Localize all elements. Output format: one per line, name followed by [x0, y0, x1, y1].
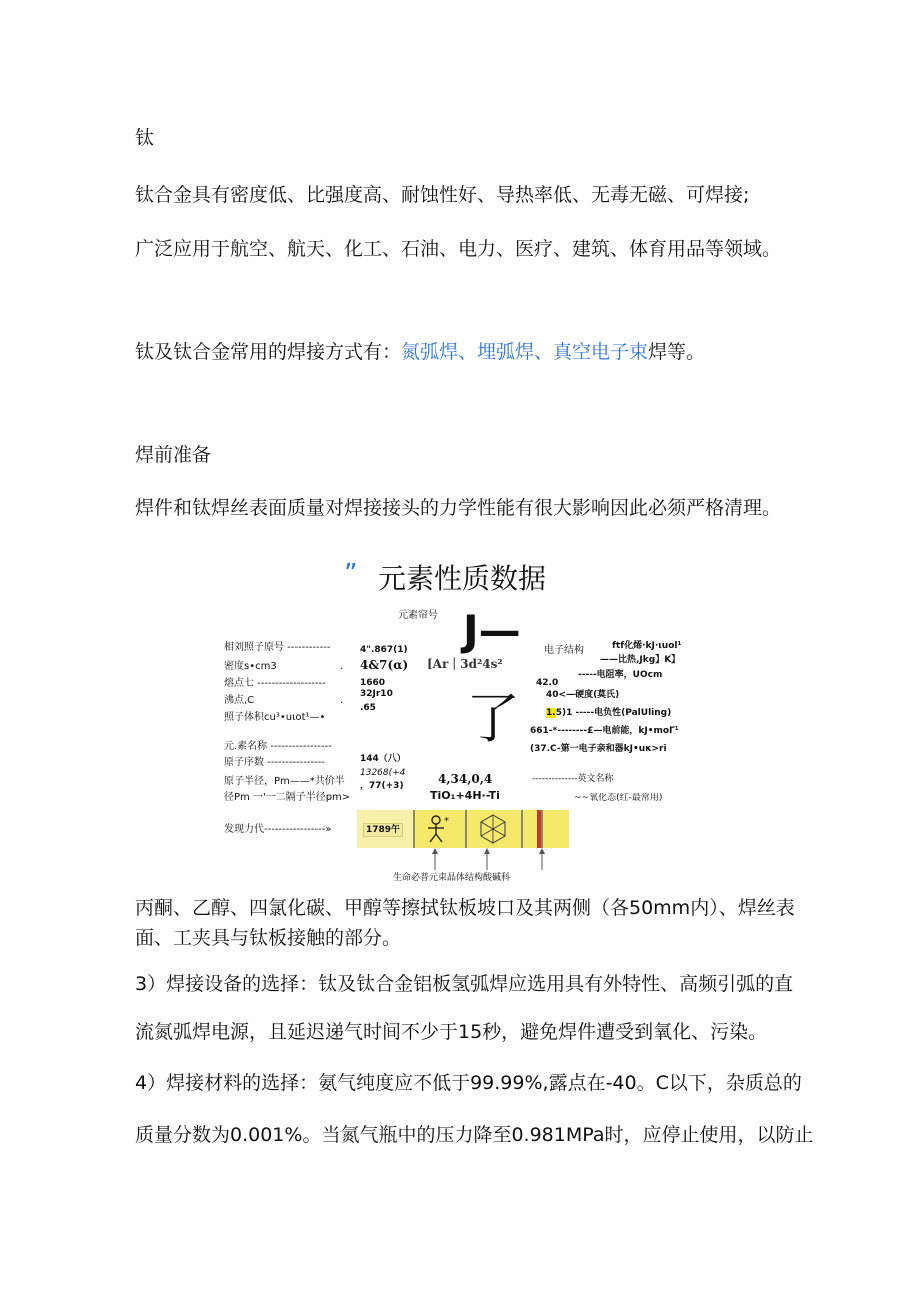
label-resistivity: -----电阻率，UOcm: [578, 670, 663, 680]
highlight-value: 1.: [546, 708, 556, 718]
property-strip: [357, 810, 569, 848]
heading-ti: 钛: [135, 127, 155, 149]
para3-line-1: 3）焊接设备的选择：钛及钛合金铝板氢弧焊应选用具有外特性、高频引弧的直: [135, 973, 794, 995]
electron-config: [Ar｜3d²4s²: [427, 657, 503, 671]
value-atomic-number: 144（八）: [360, 754, 406, 764]
intro-line-1: 钛合金具有密度低、比强度高、耐蚀性好、导热率低、无毒无磁、可焊接;: [135, 184, 750, 206]
value-radius-1: 13268(+4: [360, 768, 406, 778]
electronegativity-text: 5)1 -----电负性(PalUling): [555, 708, 672, 718]
intro-line-2: 广泛应用于航空、航天、化工、石油、电力、医疗、建筑、体育用品等领域。: [135, 238, 782, 260]
label-specific-heat: ——比热,Jkg】K】: [600, 655, 681, 665]
label-electron-structure: 电子结构: [544, 645, 584, 656]
hexagonal-crystal-icon: [465, 810, 521, 848]
value-atomic-weight: 4".867(1): [360, 645, 408, 655]
element-figure: [220, 552, 700, 887]
methods-line: [135, 341, 705, 364]
value-42: 42.0: [536, 678, 559, 688]
label-hardness: 40<—硬度(莫氏): [546, 690, 620, 700]
figure-title: 元素性质数据: [378, 562, 547, 595]
dot-2: .: [340, 695, 344, 706]
symbol-label: 元素帘号: [398, 610, 438, 621]
dot-1: .: [340, 661, 344, 672]
label-atomic-radius: 原子半径，Pm——*共价半: [224, 776, 345, 787]
value-volume: .65: [360, 703, 376, 713]
label-boiling: 沸点,C: [224, 695, 255, 706]
big-symbol: J—: [463, 606, 521, 655]
human-figure-icon: [413, 810, 465, 848]
svg-text:*: *: [444, 816, 449, 827]
para-acetone-2: 面、工夹具与钛板接触的部分。: [135, 927, 402, 949]
label-discovery: 发现力代-----------------»: [224, 824, 332, 835]
label-electronegativity: [546, 708, 671, 718]
label-melting: 熔点七 -------------------: [224, 678, 326, 689]
para3-line-2: 流氮弧焊电源，且延迟递气时间不少于15秒，避免焊件遭受到氧化、污染。: [135, 1021, 768, 1043]
label-atomic-weight: 相刘照子原号 ------------: [224, 642, 331, 653]
label-atomic-volume: 照子体积cu³•uιot¹—•: [224, 712, 326, 723]
label-enthalpy: ftf化烯·kJ·ιuol¹: [612, 641, 682, 651]
label-ionic-radius: 径Pm 一'一二隔子半径pm>: [224, 792, 351, 803]
para4-line-1: 4）焊接材料的选择：氨气纯度应不低于99.99%,露点在-40。C以下，杂质总的: [135, 1072, 802, 1094]
value-boiling: 32Jr10: [360, 689, 393, 699]
label-atomic-number: 原子序数 ----------------: [224, 757, 325, 768]
year-cell: [357, 810, 415, 848]
methods-prefix: 钛及钛合金常用的焊接方式有：: [135, 341, 402, 363]
figure-quote: ”: [344, 559, 358, 589]
label-oxidation: ~~氧化态(红-最常用): [574, 793, 663, 801]
para4-line-2: 质量分数为0.001%。当氮气瓶中的压力降至0.981MPa时，应停止使用，以防止: [135, 1124, 814, 1146]
para-acetone-1: 丙酮、乙醇、四氯化碳、甲醇等擦拭钛板坡口及其两侧（各50mm内）、焊丝表: [135, 897, 795, 919]
big-char: 了: [466, 687, 520, 750]
label-element-name: 元.素名称 -----------------: [224, 741, 332, 752]
value-radius-2: ，77(+3): [360, 781, 404, 791]
reaction-formula: TiO₁+4H·-Ti: [430, 789, 500, 802]
label-english-name: --------------英文名称: [532, 774, 614, 784]
value-melting: 1660: [360, 678, 386, 688]
oxidation-states: 4,34,0,4: [438, 772, 493, 786]
human-cell: [413, 810, 467, 848]
strip-arrows: [357, 848, 569, 870]
methods-suffix: 焊等。: [648, 341, 706, 363]
label-ionization: 661-*--------£—电前能，kJ•moΓ¹: [530, 726, 679, 736]
figure-caption: 生命必普元束晶体结构酸碱科: [393, 873, 511, 883]
label-density: 密度s•cm3: [224, 661, 277, 672]
methods-links[interactable]: 氮弧焊、埋弧焊、真空电子束: [401, 341, 649, 363]
prep-line: 焊件和钛焊丝表面质量对焊接接头的力学性能有很大影响因此必须严格清理。: [135, 497, 782, 519]
year-value: 1789午: [363, 823, 403, 837]
acidity-bar: [537, 810, 541, 848]
acid-base-cell: [521, 810, 543, 848]
prep-heading: 焊前准备: [135, 444, 212, 466]
value-density: 4&7(α): [360, 658, 409, 672]
label-electron-affinity: (37.C-第一电子亲和器kJ•uκ>ri: [530, 744, 667, 754]
crystal-cell: [465, 810, 523, 848]
